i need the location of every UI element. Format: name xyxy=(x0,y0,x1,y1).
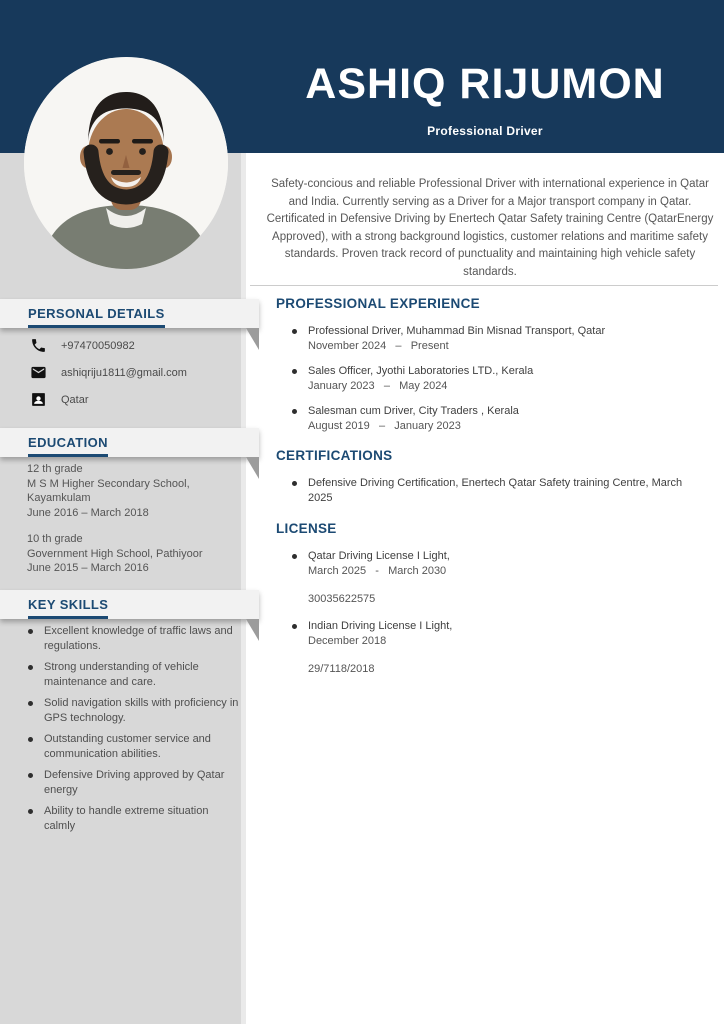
bullet-dot xyxy=(28,701,33,706)
degree: 10 th grade xyxy=(27,533,83,545)
degree: 12 th grade xyxy=(27,463,83,475)
education-dates: June 2015 – March 2016 xyxy=(27,562,149,574)
experience-title: Sales Officer, Jyothi Laboratories LTD., Kerala xyxy=(308,365,534,377)
phone-icon xyxy=(30,337,47,354)
bullet-dot xyxy=(28,773,33,778)
location-value: Qatar xyxy=(61,393,89,406)
phone-row xyxy=(30,337,220,354)
skill-item: Solid navigation skills with proficiency in GPS technology. xyxy=(27,696,239,725)
school: Government High School, Pathiyoor xyxy=(27,547,203,560)
bullet-dot xyxy=(28,629,33,634)
skill-item: Strong understanding of vehicle maintenance and care. xyxy=(27,660,239,689)
license-heading: LICENSE xyxy=(276,521,337,536)
experience-item xyxy=(276,324,716,354)
key-skills-list xyxy=(27,624,239,840)
certifications-section xyxy=(276,448,716,516)
license-number: 29/7118/2018 xyxy=(308,663,375,675)
summary-divider xyxy=(250,285,718,286)
experience-title: Salesman cum Driver, City Traders , Kerala xyxy=(308,405,519,417)
education-content xyxy=(27,462,232,576)
bullet-dot xyxy=(292,329,297,334)
summary-paragraph: Safety-concious and reliable Professional Driver with international experience in Qatar and India. Currently serving as a Driver for a Major transport company in Qatar. Certificated in Defensive Driving by Enertech Qatar Safety training Centre (QatarEnergy Approved), with a strong background logistics, customer relations and maritime safety standards. Proven track record of punctuality and maintaining high vehicle safety standards. xyxy=(266,178,714,278)
license-title: Qatar Driving License I Light, xyxy=(308,550,450,562)
key-skills-heading: KEY SKILLS xyxy=(28,597,108,619)
school: M S M Higher Secondary School, xyxy=(27,477,190,490)
id-card-icon xyxy=(30,391,47,408)
education-item xyxy=(27,532,232,576)
license-item xyxy=(276,619,716,649)
email-icon xyxy=(30,364,47,381)
experience-title: Professional Driver, Muhammad Bin Misnad Transport, Qatar xyxy=(308,325,606,337)
job-title: Professional Driver xyxy=(427,124,543,138)
education-section-header xyxy=(0,428,259,457)
license-dates: December 2018 xyxy=(308,635,387,647)
bullet-dot xyxy=(28,809,33,814)
key-skills-section-header xyxy=(0,590,259,619)
school-location: Kayamkulam xyxy=(27,492,91,504)
bullet-dot xyxy=(292,409,297,414)
experience-heading: PROFESSIONAL EXPERIENCE xyxy=(276,296,480,311)
experience-dates: November 2024 – Present xyxy=(308,340,449,352)
skill-item: Outstanding customer service and communication abilities. xyxy=(27,732,239,761)
profile-photo xyxy=(24,57,228,269)
bullet-dot xyxy=(292,554,297,559)
experience-dates: August 2019 – January 2023 xyxy=(308,420,461,432)
certifications-heading: CERTIFICATIONS xyxy=(276,448,393,463)
certification-item xyxy=(276,476,716,506)
education-dates: June 2016 – March 2018 xyxy=(27,506,149,519)
name-heading: ASHIQ RIJUMON xyxy=(305,60,665,108)
license-section xyxy=(276,521,716,689)
email-row xyxy=(30,364,220,381)
personal-details-heading: PERSONAL DETAILS xyxy=(28,306,165,328)
license-dates: March 2025 - March 2030 xyxy=(308,565,447,577)
experience-dates: January 2023 – May 2024 xyxy=(308,380,448,392)
bullet-dot xyxy=(28,665,33,670)
experience-item xyxy=(276,404,716,434)
skill-item: Excellent knowledge of traffic laws and regulations. xyxy=(27,624,239,653)
personal-details-rows xyxy=(30,337,220,418)
experience-item xyxy=(276,364,716,394)
education-item xyxy=(27,462,232,520)
experience-section xyxy=(276,296,716,444)
location-row xyxy=(30,391,220,408)
license-number: 30035622575 xyxy=(308,593,376,605)
bullet-dot xyxy=(28,737,33,742)
bullet-dot xyxy=(292,369,297,374)
skill-item: Defensive Driving approved by Qatar energy xyxy=(27,768,239,797)
certification-title: Defensive Driving Certification, Enertech Qatar Safety training Centre, March 2025 xyxy=(308,477,683,504)
license-title: Indian Driving License I Light, xyxy=(308,620,453,632)
email-value: ashiqriju1811@gmail.com xyxy=(61,366,187,379)
personal-details-section-header xyxy=(0,299,259,328)
phone-value: +97470050982 xyxy=(61,339,135,352)
avatar-illustration xyxy=(24,57,228,269)
education-heading: EDUCATION xyxy=(28,435,108,457)
license-item xyxy=(276,549,716,579)
bullet-dot xyxy=(292,624,297,629)
skill-item: Ability to handle extreme situation calmly xyxy=(27,804,239,833)
sidebar xyxy=(0,153,246,1024)
bullet-dot xyxy=(292,481,297,486)
